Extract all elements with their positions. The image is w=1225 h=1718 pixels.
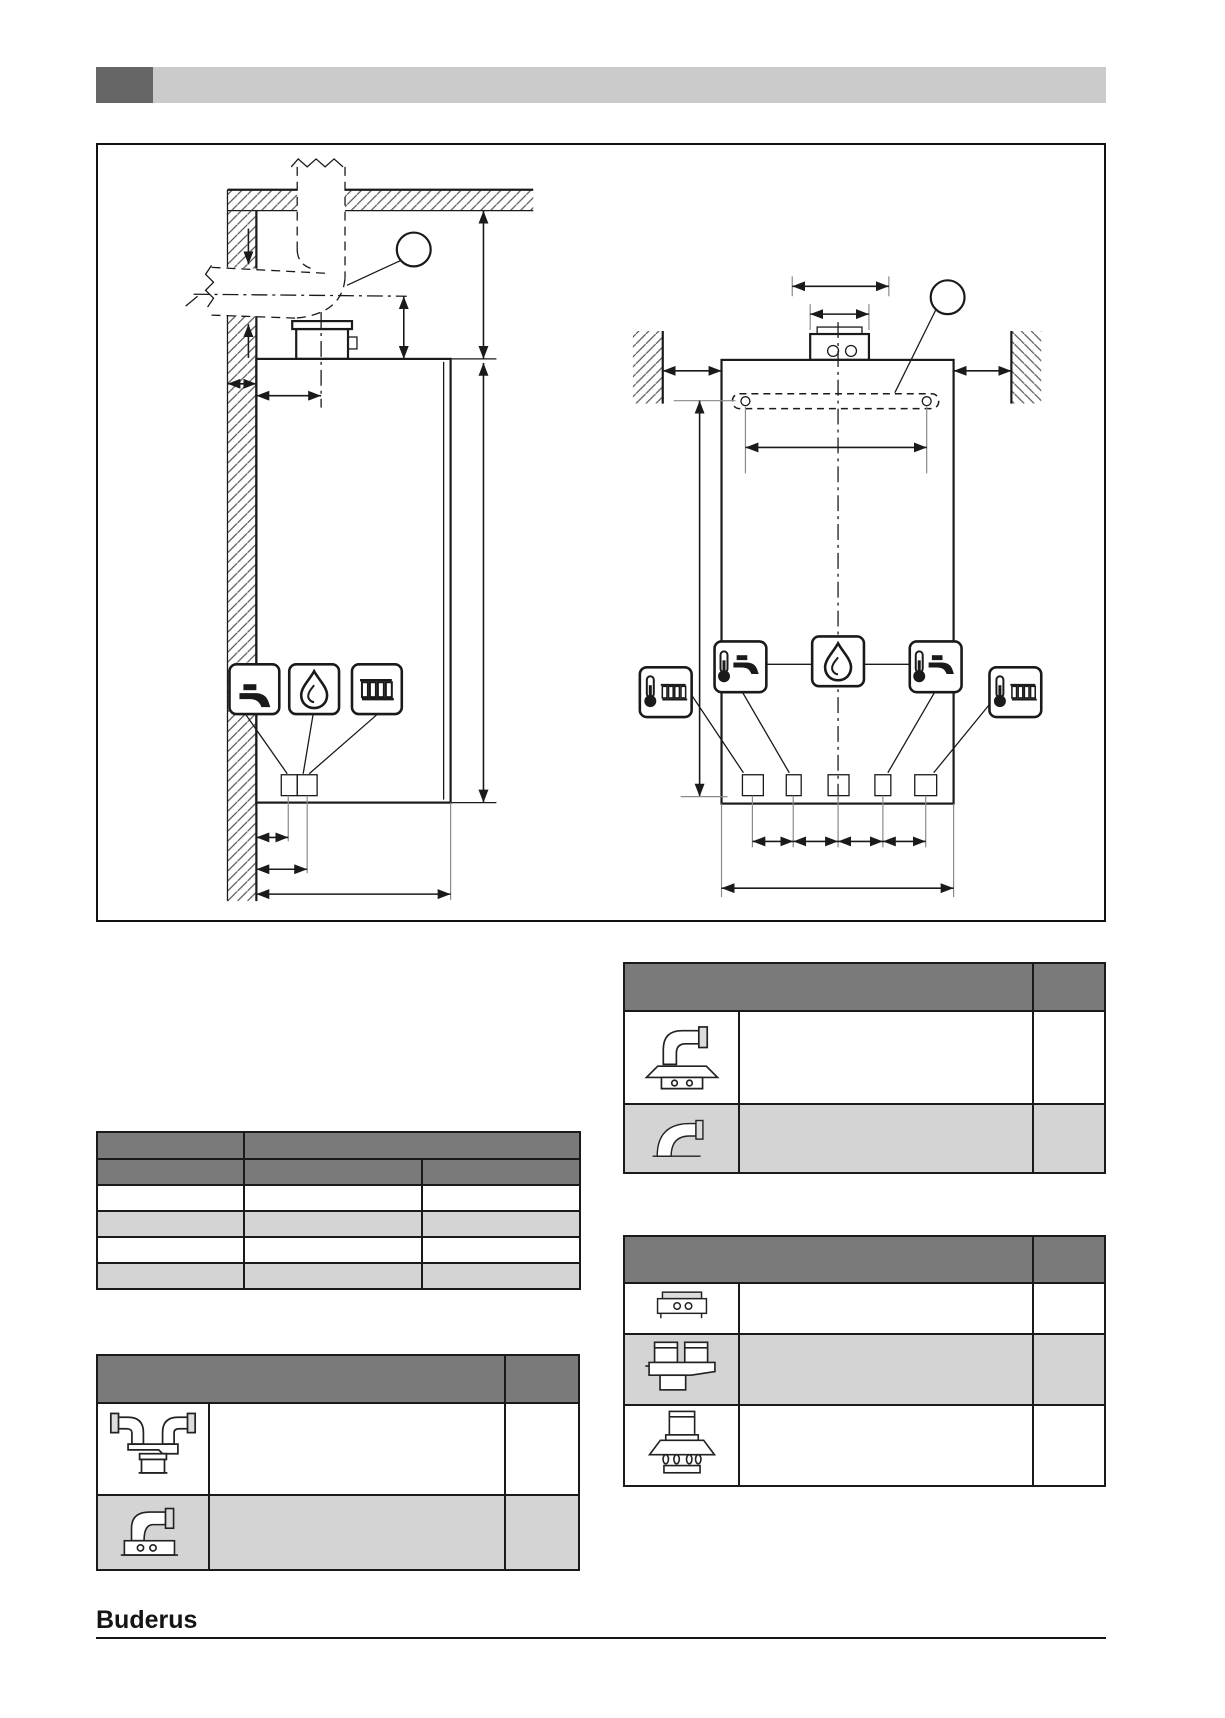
table-row xyxy=(97,1237,580,1263)
empty-cell xyxy=(244,1211,422,1237)
side-vent-grille xyxy=(281,775,317,796)
empty-cell xyxy=(244,1159,422,1185)
flue-terminal xyxy=(292,312,357,408)
right-accessories-table-bottom xyxy=(623,1235,1106,1487)
boiler-side-outline xyxy=(256,359,450,803)
mounting-rail xyxy=(732,394,938,409)
chapter-title-bar xyxy=(153,67,1106,103)
empty-cell xyxy=(244,1237,422,1263)
dimensions-table xyxy=(96,1131,581,1290)
chapter-number-block xyxy=(96,67,153,103)
vertical-flue-adapter-icon xyxy=(624,1405,739,1486)
empty-cell xyxy=(624,1236,1033,1283)
tap-icon xyxy=(229,664,279,714)
table-header-row xyxy=(97,1159,580,1185)
table-header-row xyxy=(97,1132,580,1159)
front-right-wall-hatch xyxy=(1011,331,1041,404)
empty-cell xyxy=(739,1283,1033,1334)
empty-cell xyxy=(422,1237,580,1263)
empty-cell xyxy=(1033,1405,1105,1486)
elbow-horizontal-adapter-icon xyxy=(624,1104,739,1173)
empty-cell xyxy=(97,1211,244,1237)
empty-cell xyxy=(97,1185,244,1211)
empty-cell xyxy=(422,1159,580,1185)
front-view-drawing xyxy=(633,276,1041,897)
thermo-radiator-icon xyxy=(640,667,692,717)
empty-cell xyxy=(244,1185,422,1211)
empty-cell xyxy=(209,1403,505,1495)
empty-cell xyxy=(97,1159,244,1185)
right-accessories-table-top xyxy=(623,962,1106,1174)
table-row xyxy=(97,1263,580,1289)
footer-rule xyxy=(96,1637,1106,1639)
rail-dimensions xyxy=(674,401,927,797)
empty-cell xyxy=(97,1263,244,1289)
empty-cell xyxy=(1033,1283,1105,1334)
empty-cell xyxy=(739,1104,1033,1173)
empty-cell xyxy=(505,1403,579,1495)
empty-cell xyxy=(422,1211,580,1237)
table-header-row xyxy=(97,1355,579,1403)
thermo-radiator-icon xyxy=(989,667,1041,717)
table-row xyxy=(624,1334,1105,1405)
table-row xyxy=(624,1011,1105,1104)
side-view-callout xyxy=(347,233,431,286)
twin-pipe-adapter-icon xyxy=(624,1334,739,1405)
empty-cell xyxy=(1033,1104,1105,1173)
empty-cell xyxy=(422,1185,580,1211)
left-accessories-table xyxy=(96,1354,580,1571)
flame-icon xyxy=(812,636,864,686)
flat-flue-adapter-icon xyxy=(624,1283,739,1334)
empty-cell xyxy=(97,1355,505,1403)
flue-collar-dimensions xyxy=(792,276,889,330)
elbow-on-box-adapter-icon xyxy=(97,1495,209,1570)
table-header-row xyxy=(624,1236,1105,1283)
buderus-logo: Buderus xyxy=(96,1606,198,1634)
empty-cell xyxy=(97,1132,244,1159)
table-row xyxy=(97,1185,580,1211)
table-row xyxy=(97,1211,580,1237)
empty-cell xyxy=(624,963,1033,1011)
table-header-row xyxy=(624,963,1105,1011)
table-row xyxy=(97,1495,579,1570)
twin-elbow-adapter-icon xyxy=(97,1403,209,1495)
empty-cell xyxy=(505,1355,579,1403)
radiator-icon xyxy=(352,664,402,714)
empty-cell xyxy=(209,1495,505,1570)
chapter-header-band xyxy=(96,67,1106,103)
empty-cell xyxy=(244,1132,580,1159)
empty-cell xyxy=(1033,1334,1105,1405)
empty-cell xyxy=(1033,1011,1105,1104)
empty-cell xyxy=(97,1237,244,1263)
thermo-tap-icon xyxy=(715,641,767,692)
side-view-bottom-dimensions xyxy=(256,796,450,900)
empty-cell xyxy=(1033,1236,1105,1283)
table-row xyxy=(624,1283,1105,1334)
empty-cell xyxy=(422,1263,580,1289)
front-view-bottom-dimensions xyxy=(722,796,954,897)
empty-cell xyxy=(739,1011,1033,1104)
empty-cell xyxy=(739,1334,1033,1405)
table-row xyxy=(624,1405,1105,1486)
elbow-flange-adapter-icon xyxy=(624,1011,739,1104)
side-view-drawing xyxy=(186,159,534,901)
thermo-tap-icon xyxy=(910,641,962,692)
dimension-figure xyxy=(96,143,1106,922)
empty-cell xyxy=(244,1263,422,1289)
empty-cell xyxy=(505,1495,579,1570)
empty-cell xyxy=(739,1405,1033,1486)
boiler-dimension-drawing xyxy=(98,145,1104,920)
front-vent-grilles xyxy=(742,775,936,796)
table-row xyxy=(624,1104,1105,1173)
table-row xyxy=(97,1403,579,1495)
empty-cell xyxy=(1033,963,1105,1011)
front-left-wall-hatch xyxy=(633,331,663,404)
flame-icon xyxy=(289,664,339,714)
flue-collar xyxy=(810,327,869,360)
